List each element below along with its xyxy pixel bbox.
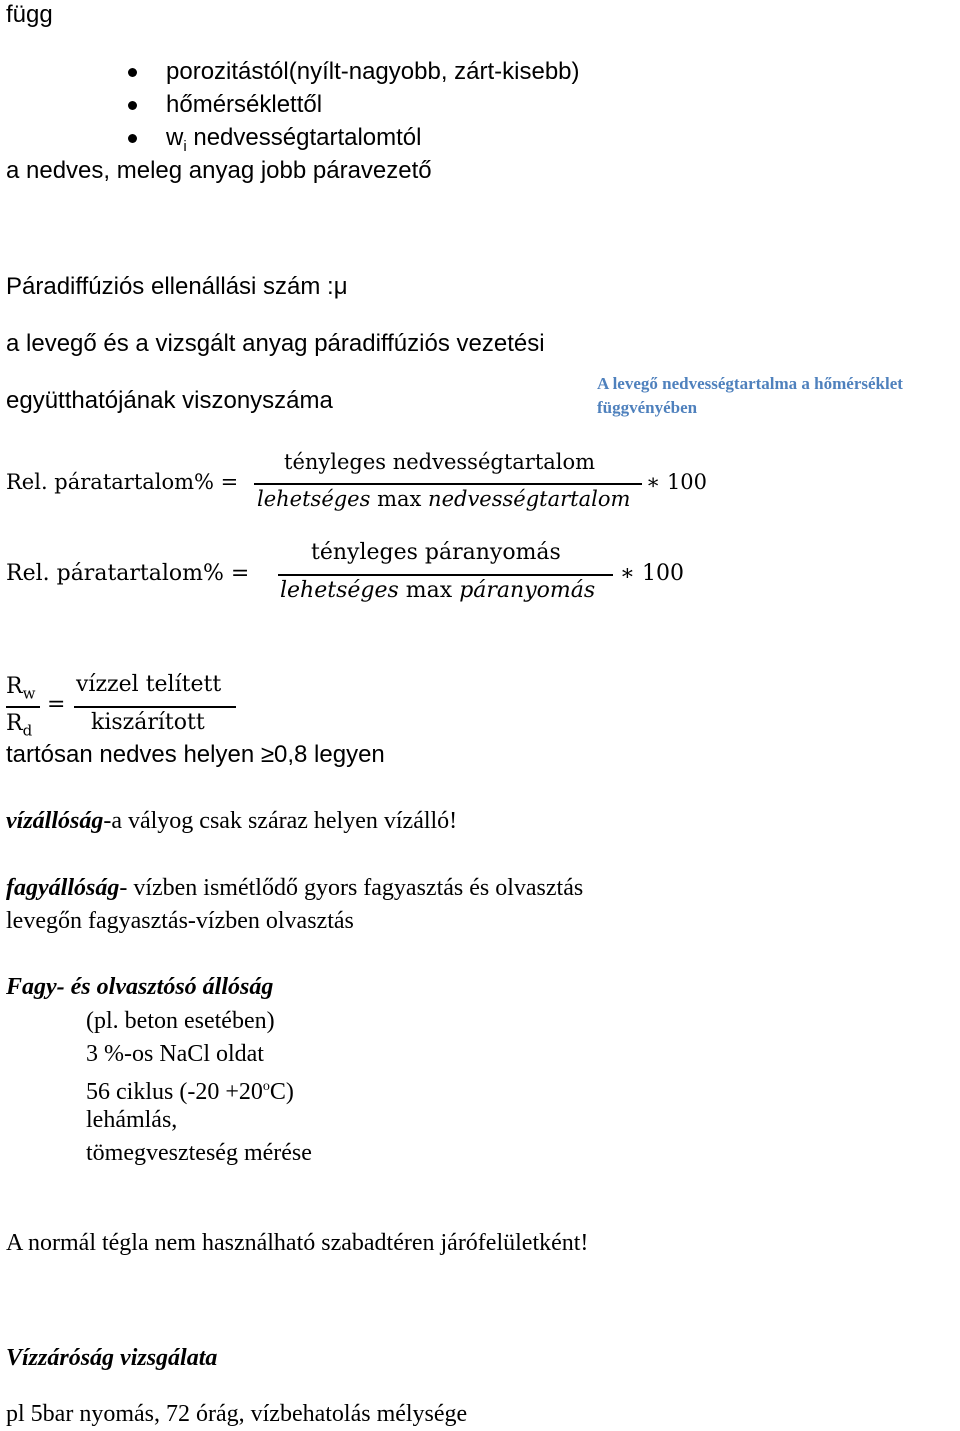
formula2-denominator: lehetséges max páranyomás bbox=[280, 578, 596, 603]
text-nedves-meleg: a nedves, meleg anyag jobb páravezető bbox=[6, 157, 432, 184]
text-vizallosag: vízállóság-a vályog csak száraz helyen vízálló! bbox=[6, 808, 458, 834]
formula1-denominator: lehetséges max nedvességtartalom bbox=[257, 487, 631, 511]
formula3-left-fraction-bar bbox=[6, 706, 40, 708]
formula2-numerator: tényleges páranyomás bbox=[311, 540, 561, 565]
figure-caption-line2: függvényében bbox=[597, 398, 698, 417]
formula3-denominator: kiszárított bbox=[91, 710, 205, 735]
bullet-item-porozitas: porozitástól(nyílt-nagyobb, zárt-kisebb) bbox=[166, 58, 580, 85]
text-egyutthato: együtthatójának viszonyszáma bbox=[6, 387, 333, 414]
term-fagyallosag: fagyállóság bbox=[6, 875, 120, 901]
text-normal-tegla: A normál tégla nem használható szabadtéren járófelületként! bbox=[6, 1230, 589, 1256]
text-levego-anyag: a levegő és a vizsgált anyag páradiffúziós vezetési bbox=[6, 330, 545, 357]
figure-caption-line1: A levegő nedvességtartalma a hőmérséklet bbox=[597, 374, 903, 393]
formula3-fraction-bar bbox=[74, 706, 236, 708]
text-paradiffuzios: Páradiffúziós ellenállási szám :μ bbox=[6, 273, 348, 300]
w-subscript: i bbox=[183, 137, 187, 155]
text-fugg: függ bbox=[6, 1, 53, 28]
formula3-rw: $R_w$ bbox=[6, 674, 36, 703]
formula3-numerator: vízzel telített bbox=[76, 672, 222, 697]
formula1-lhs: Rel. páratartalom% = bbox=[6, 470, 239, 494]
heading-fagy-olvasztoso: Fagy- és olvasztósó állóság bbox=[6, 974, 274, 1000]
text-tartosan: tartósan nedves helyen ≥0,8 legyen bbox=[6, 741, 385, 768]
formula1-factor: ∗ 100 bbox=[646, 470, 708, 494]
formula3-rd: $R_d$ bbox=[6, 711, 33, 740]
text-nacl: 3 %-os NaCl oldat bbox=[86, 1041, 264, 1067]
text-pl-beton: (pl. beton esetében) bbox=[86, 1008, 275, 1034]
text-fagyallosag: fagyállóság- vízben ismétlődő gyors fagyasztás és olvasztás bbox=[6, 875, 584, 901]
formula1-fraction-bar bbox=[254, 483, 642, 485]
formula3-equals: = bbox=[47, 692, 66, 717]
formula2-fraction-bar bbox=[278, 574, 613, 576]
formula2-lhs: Rel. páratartalom% = bbox=[6, 561, 250, 586]
bullet-dot bbox=[128, 68, 137, 77]
formula2-factor: ∗ 100 bbox=[620, 561, 684, 586]
bullet3-text: nedvességtartalomtól bbox=[186, 124, 422, 151]
formula1-numerator: tényleges nedvességtartalom bbox=[284, 450, 596, 474]
text-tomegveszteseg: tömegveszteség mérése bbox=[86, 1140, 312, 1166]
text-5bar: pl 5bar nyomás, 72 órág, vízbehatolás mélysége bbox=[6, 1401, 468, 1427]
bullet-item-homerseklet: hőmérséklettől bbox=[166, 91, 323, 118]
bullet-dot bbox=[128, 101, 137, 110]
w-symbol: w bbox=[166, 124, 184, 151]
text-ciklus: 56 ciklus $(-20 +20^oC)$ bbox=[86, 1079, 294, 1105]
text-levegon: levegőn fagyasztás-vízben olvasztás bbox=[6, 908, 354, 934]
bullet-dot bbox=[128, 134, 137, 143]
term-vizallosag: vízállóság bbox=[6, 808, 104, 834]
text-lehamlas: lehámlás, bbox=[86, 1107, 178, 1133]
heading-vizzarosag: Vízzáróság vizsgálata bbox=[6, 1345, 218, 1371]
